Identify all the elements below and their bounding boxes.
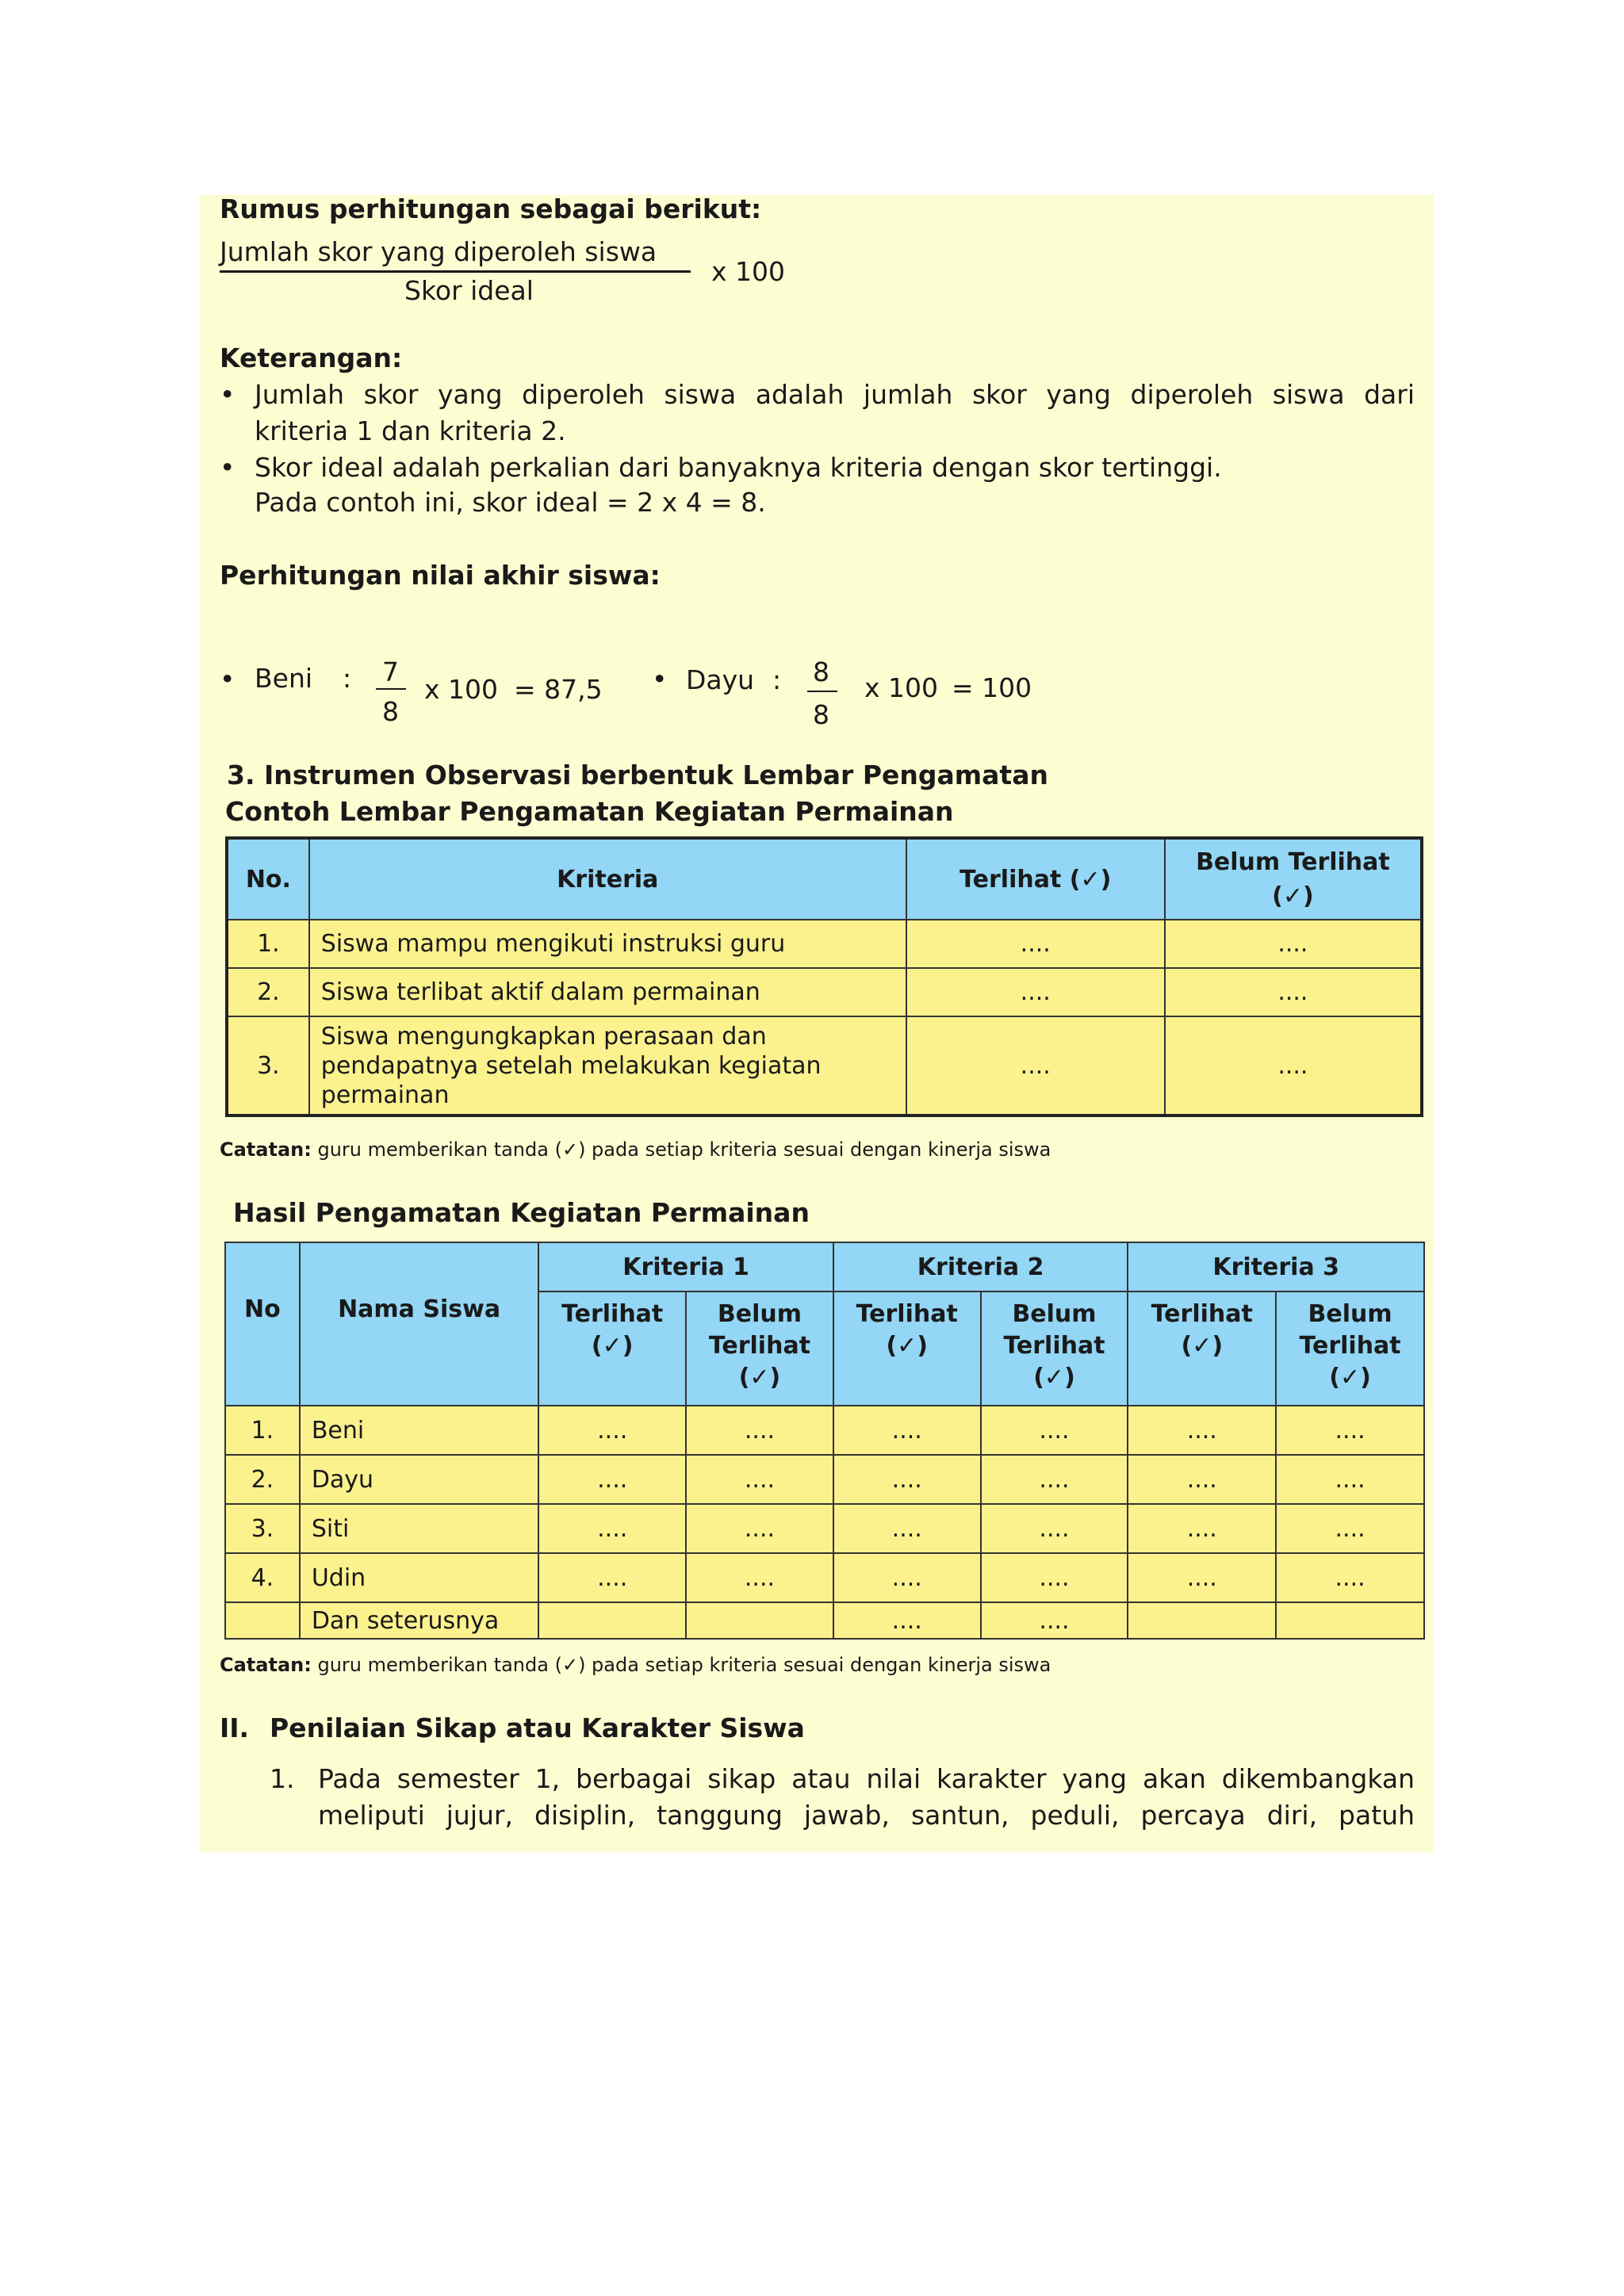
row-kriteria: Siswa terlibat aktif dalam permainan bbox=[309, 968, 906, 1016]
row-nama: Dan seterusnya bbox=[300, 1602, 539, 1639]
header-terlihat: Terlihat (✓) bbox=[906, 838, 1165, 920]
header-kriteria-1: Kriteria 1 bbox=[538, 1242, 833, 1292]
subheader-label: Terlihat bbox=[1299, 1332, 1401, 1360]
subheader-check: (✓) bbox=[1329, 1364, 1371, 1391]
table-row bbox=[225, 1553, 1424, 1602]
header-no: No bbox=[225, 1242, 300, 1406]
keterangan-heading: Keterangan: bbox=[220, 342, 403, 373]
subheader-terlihat bbox=[538, 1292, 686, 1406]
subheader-belum-terlihat bbox=[1276, 1292, 1424, 1406]
row-value: .... bbox=[981, 1504, 1128, 1553]
subheader-check: (✓) bbox=[591, 1332, 634, 1360]
observation-sheet-table bbox=[225, 836, 1423, 1117]
row-terlihat: .... bbox=[906, 968, 1165, 1016]
row-kriteria-line: pendapatnya setelah melakukan kegiatan bbox=[320, 1051, 822, 1080]
section-ii-line-1: Pada semester 1, berbagai sikap atau nilai karakter yang akan dikembangkan bbox=[318, 1763, 1415, 1794]
subheader-label: Belum bbox=[1308, 1300, 1392, 1328]
table-row bbox=[225, 1602, 1424, 1639]
section-3-title: 3. Instrumen Observasi berbentuk Lembar Pengamatan bbox=[227, 760, 1048, 790]
bullet-1: • bbox=[220, 379, 236, 410]
hasil-title: Hasil Pengamatan Kegiatan Permainan bbox=[233, 1197, 810, 1228]
row-value: .... bbox=[833, 1504, 981, 1553]
row-value: .... bbox=[538, 1553, 686, 1602]
row-belum: .... bbox=[1165, 968, 1422, 1016]
row-nama: Dayu bbox=[300, 1455, 539, 1504]
header-kriteria-3: Kriteria 3 bbox=[1128, 1242, 1424, 1292]
section-ii-title: Penilaian Sikap atau Karakter Siswa bbox=[270, 1712, 805, 1743]
row-value: .... bbox=[1128, 1455, 1276, 1504]
row-value bbox=[1276, 1602, 1424, 1639]
row-no: 4. bbox=[225, 1553, 300, 1602]
note-2-label: Catatan: bbox=[220, 1654, 312, 1676]
table-row bbox=[227, 920, 1422, 968]
section-3-subtitle: Contoh Lembar Pengamatan Kegiatan Permainan bbox=[225, 796, 954, 827]
row-value bbox=[538, 1602, 686, 1639]
note-2 bbox=[220, 1654, 1051, 1676]
bullet-2: • bbox=[220, 452, 236, 483]
row-no: 3. bbox=[227, 1016, 309, 1115]
dayu-result: = 100 bbox=[952, 672, 1032, 703]
beni-result: = 87,5 bbox=[514, 674, 603, 705]
subheader-belum-terlihat bbox=[981, 1292, 1128, 1406]
table-row bbox=[227, 1016, 1422, 1115]
row-value bbox=[1128, 1602, 1276, 1639]
row-no: 2. bbox=[227, 968, 309, 1016]
beni-numerator: 7 bbox=[382, 656, 399, 687]
row-value: .... bbox=[686, 1504, 833, 1553]
note-1-text: guru memberikan tanda (✓) pada setiap kriteria sesuai dengan kinerja siswa bbox=[311, 1138, 1051, 1161]
header-belum-label: Belum Terlihat bbox=[1196, 848, 1390, 876]
subheader-label: Belum bbox=[1012, 1300, 1097, 1328]
row-no: 2. bbox=[225, 1455, 300, 1504]
row-value: .... bbox=[686, 1553, 833, 1602]
formula-numerator: Jumlah skor yang diperoleh siswa bbox=[220, 236, 657, 267]
row-value: .... bbox=[686, 1406, 833, 1455]
formula-multiplier: x 100 bbox=[711, 256, 786, 287]
row-value: .... bbox=[981, 1553, 1128, 1602]
formula-denominator: Skor ideal bbox=[404, 275, 534, 306]
row-value: .... bbox=[833, 1553, 981, 1602]
dayu-denominator: 8 bbox=[813, 699, 829, 730]
row-belum: .... bbox=[1165, 920, 1422, 968]
row-no: 3. bbox=[225, 1504, 300, 1553]
row-value: .... bbox=[686, 1455, 833, 1504]
row-value: .... bbox=[1276, 1455, 1424, 1504]
row-value: .... bbox=[1128, 1553, 1276, 1602]
dayu-colon: : bbox=[772, 664, 782, 695]
row-no: 1. bbox=[225, 1406, 300, 1455]
row-nama: Beni bbox=[300, 1406, 539, 1455]
row-value: .... bbox=[981, 1602, 1128, 1639]
header-kriteria-2: Kriteria 2 bbox=[833, 1242, 1128, 1292]
row-no bbox=[225, 1602, 300, 1639]
beni-bullet: • bbox=[220, 664, 236, 695]
row-belum: .... bbox=[1165, 1016, 1422, 1115]
row-value: .... bbox=[1128, 1504, 1276, 1553]
subheader-label: Terlihat bbox=[1003, 1332, 1105, 1360]
row-value: .... bbox=[833, 1406, 981, 1455]
row-terlihat: .... bbox=[906, 920, 1165, 968]
row-kriteria-line: Siswa mengungkapkan perasaan dan bbox=[320, 1022, 767, 1050]
row-terlihat: .... bbox=[906, 1016, 1165, 1115]
beni-colon: : bbox=[343, 663, 352, 694]
table-row bbox=[227, 968, 1422, 1016]
note-1 bbox=[220, 1138, 1051, 1161]
bullet-1-line-2: kriteria 1 dan kriteria 2. bbox=[255, 415, 566, 446]
section-ii-number: II. bbox=[220, 1712, 250, 1743]
subheader-check: (✓) bbox=[1033, 1364, 1075, 1391]
header-kriteria: Kriteria bbox=[309, 838, 906, 920]
row-value: .... bbox=[1276, 1553, 1424, 1602]
table-row bbox=[225, 1406, 1424, 1455]
row-value: .... bbox=[538, 1455, 686, 1504]
header-belum-check: (✓) bbox=[1272, 882, 1314, 910]
beni-multiplier: x 100 bbox=[424, 674, 499, 705]
subheader-label: Terlihat bbox=[708, 1332, 811, 1360]
dayu-bullet: • bbox=[652, 664, 668, 695]
observation-results-table bbox=[224, 1242, 1425, 1640]
results-header-row bbox=[225, 1242, 1424, 1292]
row-value: .... bbox=[981, 1455, 1128, 1504]
dayu-name: Dayu bbox=[686, 664, 755, 695]
row-value: .... bbox=[1276, 1504, 1424, 1553]
bullet-2-line-2: Pada contoh ini, skor ideal = 2 x 4 = 8. bbox=[255, 487, 766, 518]
section-ii-line-2: meliputi jujur, disiplin, tanggung jawab, santun, peduli, percaya diri, patuh bbox=[318, 1800, 1415, 1831]
row-nama: Siti bbox=[300, 1504, 539, 1553]
beni-fraction-line bbox=[376, 688, 406, 690]
beni-name: Beni bbox=[255, 663, 313, 694]
row-nama: Udin bbox=[300, 1553, 539, 1602]
row-value: .... bbox=[833, 1455, 981, 1504]
subheader-terlihat bbox=[1128, 1292, 1276, 1406]
subheader-terlihat bbox=[833, 1292, 981, 1406]
note-1-label: Catatan: bbox=[220, 1138, 312, 1161]
row-value: .... bbox=[981, 1406, 1128, 1455]
table-row bbox=[225, 1504, 1424, 1553]
row-value bbox=[686, 1602, 833, 1639]
row-no: 1. bbox=[227, 920, 309, 968]
row-value: .... bbox=[1128, 1406, 1276, 1455]
formula-heading: Rumus perhitungan sebagai berikut: bbox=[220, 193, 762, 224]
row-kriteria: Siswa mampu mengikuti instruksi guru bbox=[309, 920, 906, 968]
bullet-2-line-1: Skor ideal adalah perkalian dari banyaknya kriteria dengan skor tertinggi. bbox=[255, 452, 1222, 483]
row-kriteria-line: permainan bbox=[320, 1081, 450, 1109]
beni-denominator: 8 bbox=[382, 696, 399, 727]
subheader-label: Terlihat bbox=[561, 1300, 664, 1328]
note-2-text: guru memberikan tanda (✓) pada setiap kriteria sesuai dengan kinerja siswa bbox=[311, 1654, 1051, 1676]
row-value: .... bbox=[1276, 1406, 1424, 1455]
header-belum-terlihat bbox=[1165, 838, 1422, 920]
formula-fraction-line bbox=[220, 270, 691, 273]
dayu-numerator: 8 bbox=[813, 656, 829, 687]
calc-heading: Perhitungan nilai akhir siswa: bbox=[220, 560, 661, 591]
subheader-label: Terlihat bbox=[856, 1300, 958, 1328]
section-ii-item-number: 1. bbox=[270, 1763, 295, 1794]
subheader-check: (✓) bbox=[886, 1332, 929, 1360]
row-value: .... bbox=[538, 1504, 686, 1553]
subheader-check: (✓) bbox=[1181, 1332, 1224, 1360]
bullet-1-line-1: Jumlah skor yang diperoleh siswa adalah jumlah skor yang diperoleh siswa dari bbox=[255, 379, 1415, 410]
subheader-belum-terlihat bbox=[686, 1292, 833, 1406]
subheader-check: (✓) bbox=[738, 1364, 781, 1391]
row-kriteria bbox=[309, 1016, 906, 1115]
observation-header-row bbox=[227, 838, 1422, 920]
dayu-fraction-line bbox=[807, 691, 837, 692]
subheader-label: Belum bbox=[717, 1300, 802, 1328]
row-value: .... bbox=[833, 1602, 981, 1639]
subheader-label: Terlihat bbox=[1151, 1300, 1253, 1328]
header-nama-siswa: Nama Siswa bbox=[300, 1242, 539, 1406]
header-no: No. bbox=[227, 838, 309, 920]
table-row bbox=[225, 1455, 1424, 1504]
row-value: .... bbox=[538, 1406, 686, 1455]
dayu-multiplier: x 100 bbox=[864, 672, 939, 703]
